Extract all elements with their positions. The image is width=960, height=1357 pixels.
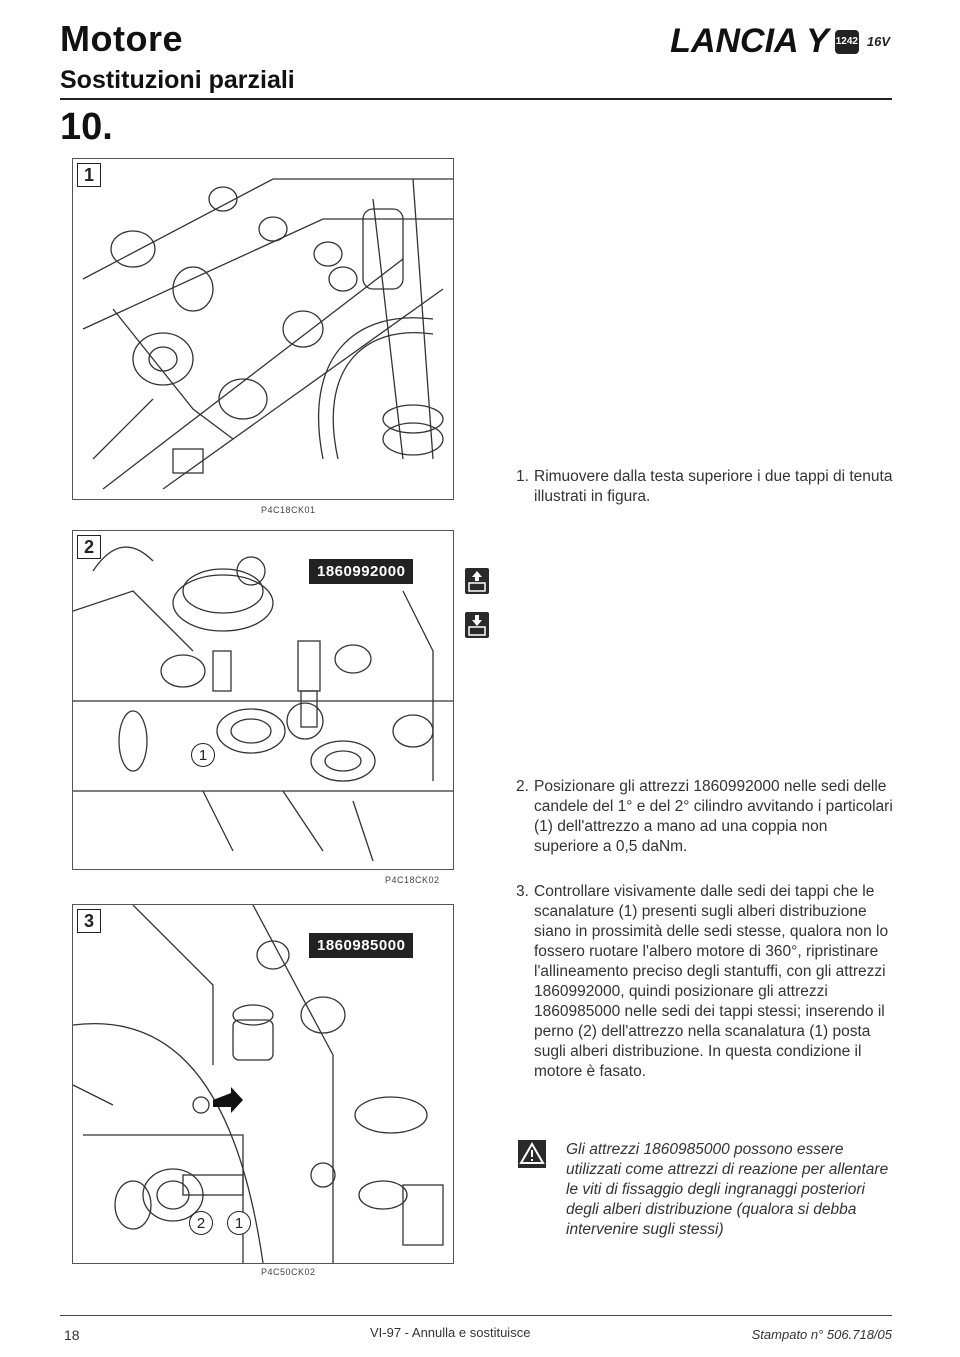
engine-install-icon-glyph xyxy=(465,612,489,638)
step-number: 10. xyxy=(60,106,113,148)
figure-2-code: P4C18CK02 xyxy=(385,875,440,885)
engine-removal-icon xyxy=(465,568,489,594)
subsection-title: Sostituzioni parziali xyxy=(60,66,295,94)
figure-1-number: 1 xyxy=(77,163,101,187)
figure-1-code: P4C18CK01 xyxy=(261,505,316,515)
engine-badge: 1242 xyxy=(835,30,859,54)
figure-3-callout-2: 2 xyxy=(189,1211,213,1235)
instruction-3-number: 3. xyxy=(516,883,529,900)
figure-3-tool-label: 1860985000 xyxy=(309,933,413,958)
section-title: Motore xyxy=(60,18,183,59)
instruction-2 xyxy=(516,777,894,857)
figure-1 xyxy=(72,158,454,515)
figure-3-code: P4C50CK02 xyxy=(261,1267,316,1277)
warning-icon-glyph xyxy=(518,1140,546,1168)
instruction-3 xyxy=(516,882,894,1082)
figure-2-callout-1: 1 xyxy=(191,743,215,767)
footer-print-ref: Stampato n° 506.718/05 xyxy=(751,1327,892,1342)
instruction-3-text: Controllare visivamente dalle sedi dei tappi che le scanalature (1) presenti sugli alberi distribuzione siano in prossimità delle sedi stesse, qualora non lo fossero ruotare l'albero motore di 360°, ripristinare l'allineamento preciso degli stantuffi, con gli attrezzi 1860992000, quindi posizionare gli attrezzi 1860985000 nelle sedi dei tappi stessi; inserendo il perno (2) dell'attrezzo nella scanalatura (1) posta sugli alberi distribuzione. In questa condizione il motore è fasato. xyxy=(534,883,889,1080)
figure-1-illustration xyxy=(73,159,453,499)
figure-2-number: 2 xyxy=(77,535,101,559)
instruction-1-text: Rimuovere dalla testa superiore i due tappi di tenuta illustrati in figura. xyxy=(534,468,893,505)
engine-removal-icon-glyph xyxy=(465,568,489,594)
figure-2-tool-label: 1860992000 xyxy=(309,559,413,584)
instruction-1-number: 1. xyxy=(516,468,529,485)
brand-name: LANCIA Y xyxy=(670,22,829,60)
figure-3-callout-1: 1 xyxy=(227,1211,251,1235)
figure-3-illustration xyxy=(73,905,453,1263)
instruction-2-number: 2. xyxy=(516,778,529,795)
header-divider xyxy=(60,98,892,100)
footer-divider xyxy=(60,1315,892,1316)
variant-label: 16V xyxy=(866,34,890,49)
figure-3-number: 3 xyxy=(77,909,101,933)
instruction-1 xyxy=(516,467,894,507)
brand-logo xyxy=(670,22,890,61)
engine-install-icon xyxy=(465,612,489,638)
instruction-2-text: Posizionare gli attrezzi 1860992000 nelle sedi delle candele del 1° e del 2° cilindro avvitando i particolari (1) dell'attrezzo a mano ad una coppia non superiore a 0,5 daNm. xyxy=(534,778,893,855)
warning-icon xyxy=(518,1140,546,1168)
figure-2 xyxy=(72,530,454,885)
figure-3 xyxy=(72,904,454,1277)
page-number: 18 xyxy=(64,1327,80,1343)
footer-revision: VI-97 - Annulla e sostituisce xyxy=(370,1325,531,1340)
note-text: Gli attrezzi 1860985000 possono essere utilizzati come attrezzi di reazione per allentare le viti di fissaggio degli ingranaggi posteriori degli alberi distribuzione (qualora si debba intervenire sugli stessi) xyxy=(566,1141,889,1238)
